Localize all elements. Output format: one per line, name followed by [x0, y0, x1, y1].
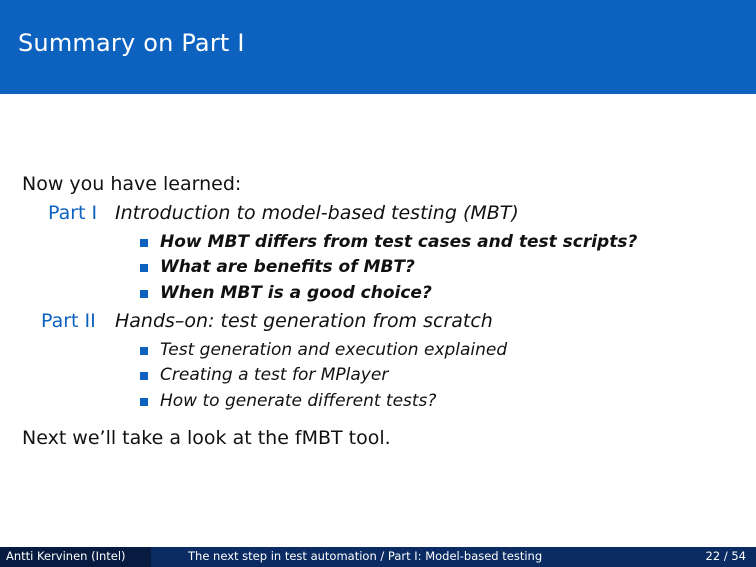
part-1-item-2: What are benefits of MBT?: [160, 257, 415, 277]
part-1-item-1: How MBT differs from test cases and test scripts?: [160, 232, 638, 252]
bullet-icon: [140, 372, 148, 380]
bullet-icon: [140, 239, 148, 247]
part-2-item-2: Creating a test for MPlayer: [160, 365, 389, 385]
footer-author: Antti Kervinen (Intel): [6, 549, 126, 563]
bullet-icon: [140, 347, 148, 355]
bullet-icon: [140, 290, 148, 298]
part-2-item-1: Test generation and execution explained: [160, 340, 508, 360]
slide-title: Summary on Part I: [18, 29, 245, 57]
bullet-icon: [140, 398, 148, 406]
footer-author-box: [0, 547, 151, 567]
part-2-title: Hands–on: test generation from scratch: [115, 310, 493, 332]
part-1-title: Introduction to model-based testing (MBT): [115, 202, 519, 224]
part-2-item-3: How to generate different tests?: [160, 391, 437, 411]
part-2-label: Part II: [41, 310, 96, 332]
footer-page-number: 22 / 54: [705, 549, 746, 563]
slide-footer: [0, 547, 756, 567]
outro-text: Next we’ll take a look at the fMBT tool.: [22, 427, 391, 449]
part-1-item-3: When MBT is a good choice?: [160, 283, 432, 303]
footer-talk-title: The next step in test automation / Part I: Model-based testing: [188, 549, 543, 563]
slide-header: [0, 0, 756, 94]
intro-text: Now you have learned:: [22, 173, 242, 195]
bullet-icon: [140, 264, 148, 272]
part-1-label: Part I: [48, 202, 98, 224]
